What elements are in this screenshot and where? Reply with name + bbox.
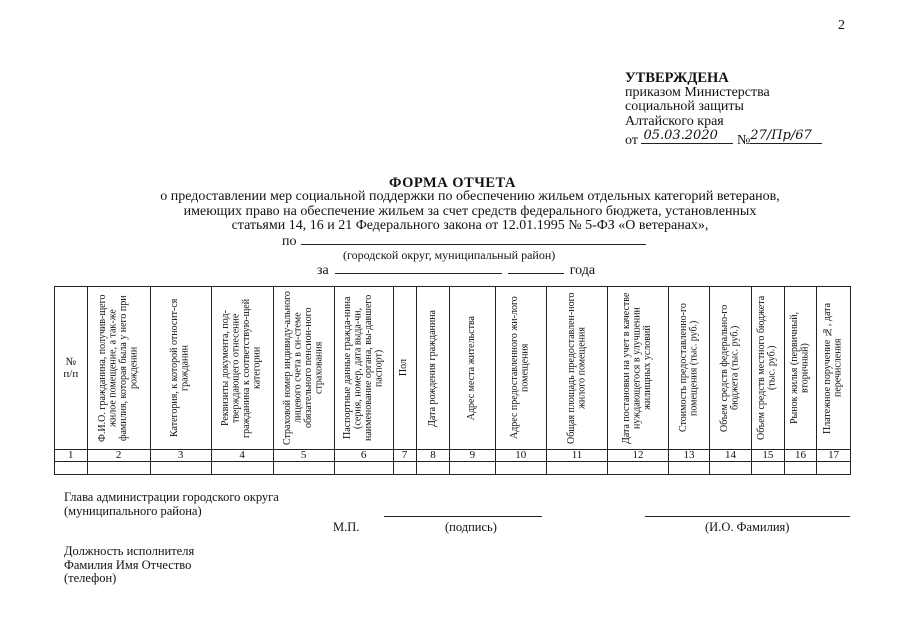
report-table: [54, 286, 851, 475]
executor-line-2: Фамилия Имя Отчество: [64, 557, 192, 572]
column-number: 16: [784, 450, 817, 462]
table-cell[interactable]: [817, 462, 851, 475]
table-cell[interactable]: [752, 462, 785, 475]
column-number-row: [55, 450, 851, 462]
column-number: 6: [334, 450, 393, 462]
name-caption: (И.О. Фамилия): [705, 520, 790, 534]
handwritten-number: 27/Пр/67: [750, 127, 812, 143]
approval-title: УТВЕРЖДЕНА: [625, 70, 729, 86]
table-cell[interactable]: [669, 462, 710, 475]
column-header-2: Ф.И.О. гражданина, получив-щего жилое помещение, а так-же фамилия, которая была у него при рождении: [87, 287, 150, 450]
approval-number-field: [750, 129, 822, 144]
column-number: 12: [608, 450, 669, 462]
page-number: 2: [838, 18, 845, 33]
column-number: 17: [817, 450, 851, 462]
column-number: 3: [150, 450, 211, 462]
column-header-5: Страховой номер индивиду-ального лицевого счета в си-стеме обязательного пенсион-ного страхования: [273, 287, 334, 450]
header-row: [55, 287, 851, 450]
executor-line-3: (телефон): [64, 571, 117, 585]
table-cell[interactable]: [495, 462, 547, 475]
table-cell[interactable]: [150, 462, 211, 475]
subtitle-line-3: статьями 14, 16 и 21 Федерального закона от 12.01.1995 № 5-ФЗ «О ветеранах»,: [231, 218, 709, 233]
table-cell[interactable]: [608, 462, 669, 475]
column-number: 2: [87, 450, 150, 462]
column-header-6: Паспортные данные гражда-нина (серия, номер, дата выда-чи, наименование органа, вы-давшего паспорт): [334, 287, 393, 450]
za-label: за: [317, 263, 329, 278]
approval-stamp: [625, 71, 822, 149]
column-header-16: Рынок жилья (первичный, вторичный): [784, 287, 817, 450]
column-header-8: Дата рождения гражданина: [416, 287, 450, 450]
column-header-11: Общая площадь предоставлен-ного жилого помещения: [547, 287, 608, 450]
approval-date-field: [641, 129, 733, 144]
column-header-15: Объем средств местного бюджета (тыс. руб.): [752, 287, 785, 450]
table-cell[interactable]: [393, 462, 416, 475]
column-header-14: Объем средств федерально-го бюджета (тыс. руб.): [710, 287, 752, 450]
table-cell[interactable]: [211, 462, 273, 475]
column-header-3: Категория, к которой относит-ся гражданин: [150, 287, 211, 450]
column-number: 9: [450, 450, 495, 462]
handwritten-date: 05.03.2020: [643, 127, 718, 143]
name-line[interactable]: [645, 516, 850, 517]
column-header-9: Адрес места жительства: [450, 287, 495, 450]
signature-caption: (подпись): [445, 520, 497, 534]
column-number: 7: [393, 450, 416, 462]
head-line-1: Глава администрации городского округа: [64, 490, 279, 504]
table-cell[interactable]: [273, 462, 334, 475]
column-number: 4: [211, 450, 273, 462]
table-cell[interactable]: [87, 462, 150, 475]
po-label: по: [282, 234, 297, 249]
table-row: [55, 462, 851, 475]
year-label: года: [569, 263, 596, 278]
column-header-10: Адрес предоставленного жи-лого помещения: [495, 287, 547, 450]
approval-line-2: социальной защиты: [625, 99, 744, 114]
period-field[interactable]: [335, 261, 502, 274]
executor-block: [64, 545, 194, 586]
form-subtitle: [60, 190, 880, 234]
column-number: 11: [547, 450, 608, 462]
approval-line-3: Алтайского края: [625, 113, 724, 129]
head-line-2: (муниципального района): [64, 504, 202, 518]
column-header-17: Платежное поручение №, дата перечисления: [817, 287, 851, 450]
table-cell[interactable]: [710, 462, 752, 475]
seal-place-label: М.П.: [333, 520, 360, 534]
column-number: 15: [752, 450, 785, 462]
subtitle-line-1: о предоставлении мер социальной поддержки по обеспечению жильем отдельных категорий ветеранов,: [160, 189, 780, 204]
head-of-administration: [64, 490, 279, 518]
period-row: [317, 261, 595, 279]
signature-line[interactable]: [384, 516, 542, 517]
subtitle-line-2: имеющих право на обеспечение жильем за счет средств федерального бюджета, установленных: [183, 203, 757, 219]
column-number: 14: [710, 450, 752, 462]
executor-line-1: Должность исполнителя: [64, 544, 195, 558]
column-header-7: Пол: [393, 287, 416, 450]
year-field[interactable]: [508, 261, 564, 274]
table-cell[interactable]: [547, 462, 608, 475]
approval-from-label: от: [625, 133, 638, 148]
table-cell[interactable]: [450, 462, 495, 475]
table-cell[interactable]: [416, 462, 450, 475]
column-number: 8: [416, 450, 450, 462]
table-cell[interactable]: [784, 462, 817, 475]
form-title: ФОРМА ОТЧЕТА: [389, 175, 516, 191]
column-header-1: № п/п: [55, 287, 88, 450]
column-number: 10: [495, 450, 547, 462]
approval-line-1: приказом Министерства: [625, 84, 770, 100]
approval-number-label: №: [736, 133, 751, 148]
column-header-13: Стоимость предоставленно-го помещения (тыс. руб.): [669, 287, 710, 450]
column-header-4: Реквизиты документа, под-тверждающего отнесение гражданина к соответствую-щей категории: [211, 287, 273, 450]
column-number: 13: [669, 450, 710, 462]
table-cell[interactable]: [334, 462, 393, 475]
municipality-field[interactable]: [301, 232, 646, 245]
table-cell[interactable]: [55, 462, 88, 475]
column-header-12: Дата постановки на учет в качестве нуждающегося в улучшении жилищных условий: [608, 287, 669, 450]
column-number: 1: [55, 450, 88, 462]
approval-date-row: [625, 129, 822, 149]
column-number: 5: [273, 450, 334, 462]
municipality-caption: (городской округ, муниципальный район): [343, 248, 556, 262]
